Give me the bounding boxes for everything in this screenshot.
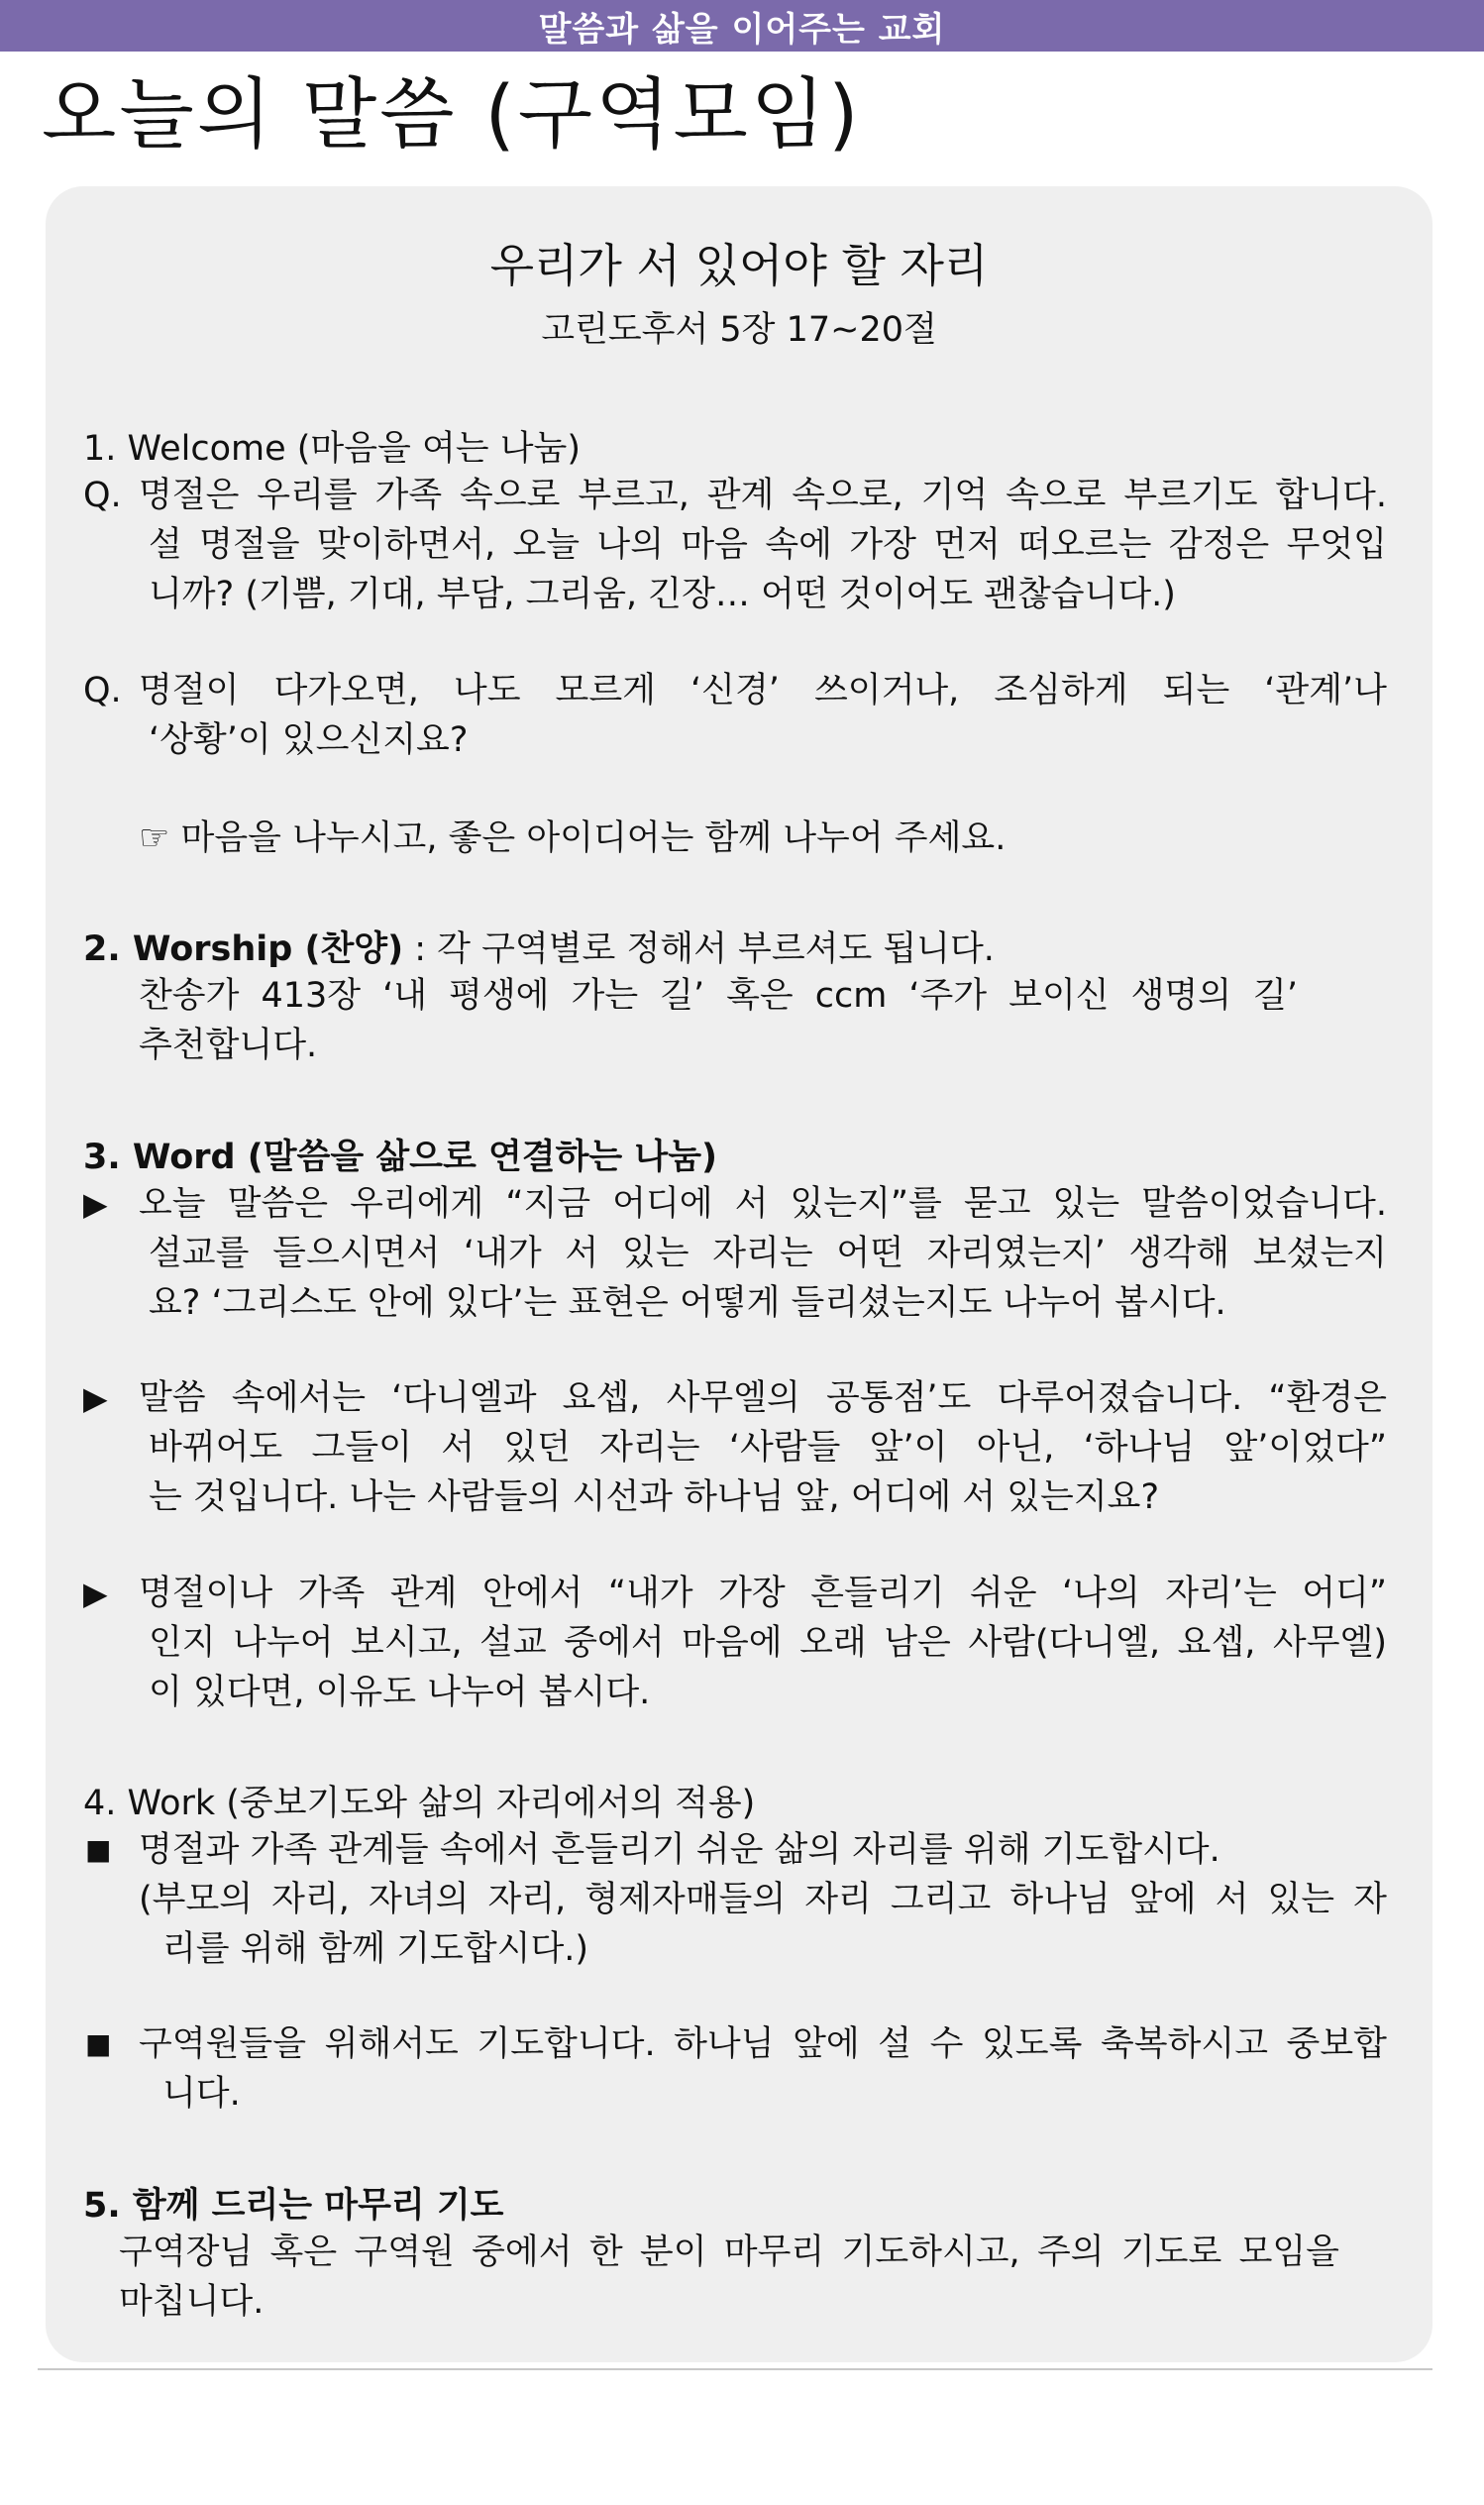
word-item-3 [139, 1569, 1387, 1717]
paragraph-line: 명절은 우리를 가족 속으로 부르고, 관계 속으로, 기억 속으로 부르기도 합니다. [139, 476, 1387, 515]
paragraph-line: 마칩니다. [119, 2282, 265, 2322]
word-heading: 3. Word (말씀을 삶으로 연결하는 나눔) [83, 1138, 718, 1177]
worship-recommendation [139, 971, 1298, 1070]
welcome-question-1 [139, 471, 1387, 619]
paragraph-line: 구역원들을 위해서도 기도합니다. 하나님 앞에 설 수 있도록 축복하시고 중보합 [139, 2024, 1387, 2064]
paragraph-line: 명절이나 가족 관계 안에서 “내가 가장 흔들리기 쉬운 ‘나의 자리’는 어디” [139, 1574, 1387, 1613]
paragraph-line: 찬송가 413장 ‘내 평생에 가는 길’ 혹은 ccm ‘주가 보이신 생명의 길’ [139, 976, 1298, 1016]
welcome-note [139, 814, 1006, 863]
paragraph-line: 바뀌어도 그들이 서 있던 자리는 ‘사람들 앞’이 아닌, ‘하나님 앞’이었다” [149, 1428, 1387, 1468]
paragraph-line: ‘상황’이 있으신지요? [149, 720, 469, 760]
paragraph-line: 명절과 가족 관계들 속에서 흔들리기 쉬운 삶의 자리를 위해 기도합시다. [139, 1830, 1220, 1870]
triangle-bullet-icon: ▶ [83, 1185, 108, 1223]
paragraph-line: 추천합니다. [139, 1026, 318, 1065]
page-title: 오늘의 말씀 (구역모임) [42, 70, 862, 160]
closing-heading: 5. 함께 드리는 마무리 기도 [83, 2186, 504, 2226]
paragraph-line: 말씀 속에서는 ‘다니엘과 요셉, 사무엘의 공통점’도 다루어졌습니다. “환경은 [139, 1378, 1387, 1418]
welcome-heading: 1. Welcome (마음을 여는 나눔) [83, 429, 581, 469]
paragraph-line: 명절이 다가오면, 나도 모르게 ‘신경’ 쓰이거나, 조심하게 되는 ‘관계’나 [139, 671, 1387, 710]
paragraph-line: 리를 위해 함께 기도합시다.) [162, 1929, 589, 1969]
question-marker: Q. [83, 476, 122, 515]
triangle-bullet-icon: ▶ [83, 1379, 108, 1417]
paragraph-line: 오늘 말씀은 우리에게 “지금 어디에 서 있는지”를 묻고 있는 말씀이었습니다. [139, 1184, 1387, 1224]
banner-text: 말씀과 삶을 이어주는 교회 [538, 9, 946, 50]
paragraph-line: 니까? (기쁨, 기대, 부담, 그리움, 긴장… 어떤 것이어도 괜찮습니다.) [149, 575, 1176, 614]
hand-pointer-icon: ☞ [139, 818, 170, 858]
word-item-2 [139, 1373, 1387, 1522]
bottom-divider [38, 2368, 1432, 2370]
paragraph-line: 는 것입니다. 나는 사람들의 시선과 하나님 앞, 어디에 서 있는지요? [149, 1477, 1160, 1517]
triangle-bullet-icon: ▶ [83, 1575, 108, 1612]
worship-heading-title: 2. Worship (찬양) [83, 929, 404, 969]
worship-heading-desc: : 각 구역별로 정해서 부르셔도 됩니다. [403, 929, 995, 969]
question-marker: Q. [83, 671, 122, 710]
paragraph-line: 설 명절을 맞이하면서, 오늘 나의 마음 속에 가장 먼저 떠오르는 감정은 무엇입 [149, 525, 1387, 565]
paragraph-line: 니다. [162, 2074, 241, 2114]
paragraph-line: 구역장님 혹은 구역원 중에서 한 분이 마무리 기도하시고, 주의 기도로 모임을 [119, 2233, 1339, 2272]
top-banner [0, 0, 1484, 52]
welcome-question-2 [139, 666, 1387, 765]
note-text: 마음을 나누시고, 좋은 아이디어는 함께 나누어 주세요. [180, 818, 1007, 858]
sermon-reference: 고린도후서 5장 17~20절 [541, 310, 937, 350]
square-bullet-icon: ■ [85, 2027, 112, 2060]
paragraph-line: 요? ‘그리스도 안에 있다’는 표현은 어떻게 들리셨는지도 나누어 봅시다. [149, 1283, 1226, 1323]
sermon-title: 우리가 서 있어야 할 자리 [489, 239, 989, 292]
work-heading: 4. Work (중보기도와 삶의 자리에서의 적용) [83, 1784, 756, 1823]
paragraph-line: 설교를 들으시면서 ‘내가 서 있는 자리는 어떤 자리였는지’ 생각해 보셨는지 [149, 1234, 1387, 1273]
work-item-1 [139, 1825, 1387, 1974]
paragraph-line: 인지 나누어 보시고, 설교 중에서 마음에 오래 남은 사람(다니엘, 요셉, 사무엘) [149, 1623, 1387, 1663]
square-bullet-icon: ■ [85, 1833, 112, 1866]
word-item-1 [139, 1179, 1387, 1328]
paragraph-line: (부모의 자리, 자녀의 자리, 형제자매들의 자리 그리고 하나님 앞에 서 있는 자 [139, 1880, 1387, 1919]
paragraph-line: 이 있다면, 이유도 나누어 봅시다. [149, 1673, 651, 1712]
work-item-2 [139, 2019, 1387, 2119]
worship-heading [83, 922, 995, 971]
closing-text [119, 2228, 1339, 2327]
